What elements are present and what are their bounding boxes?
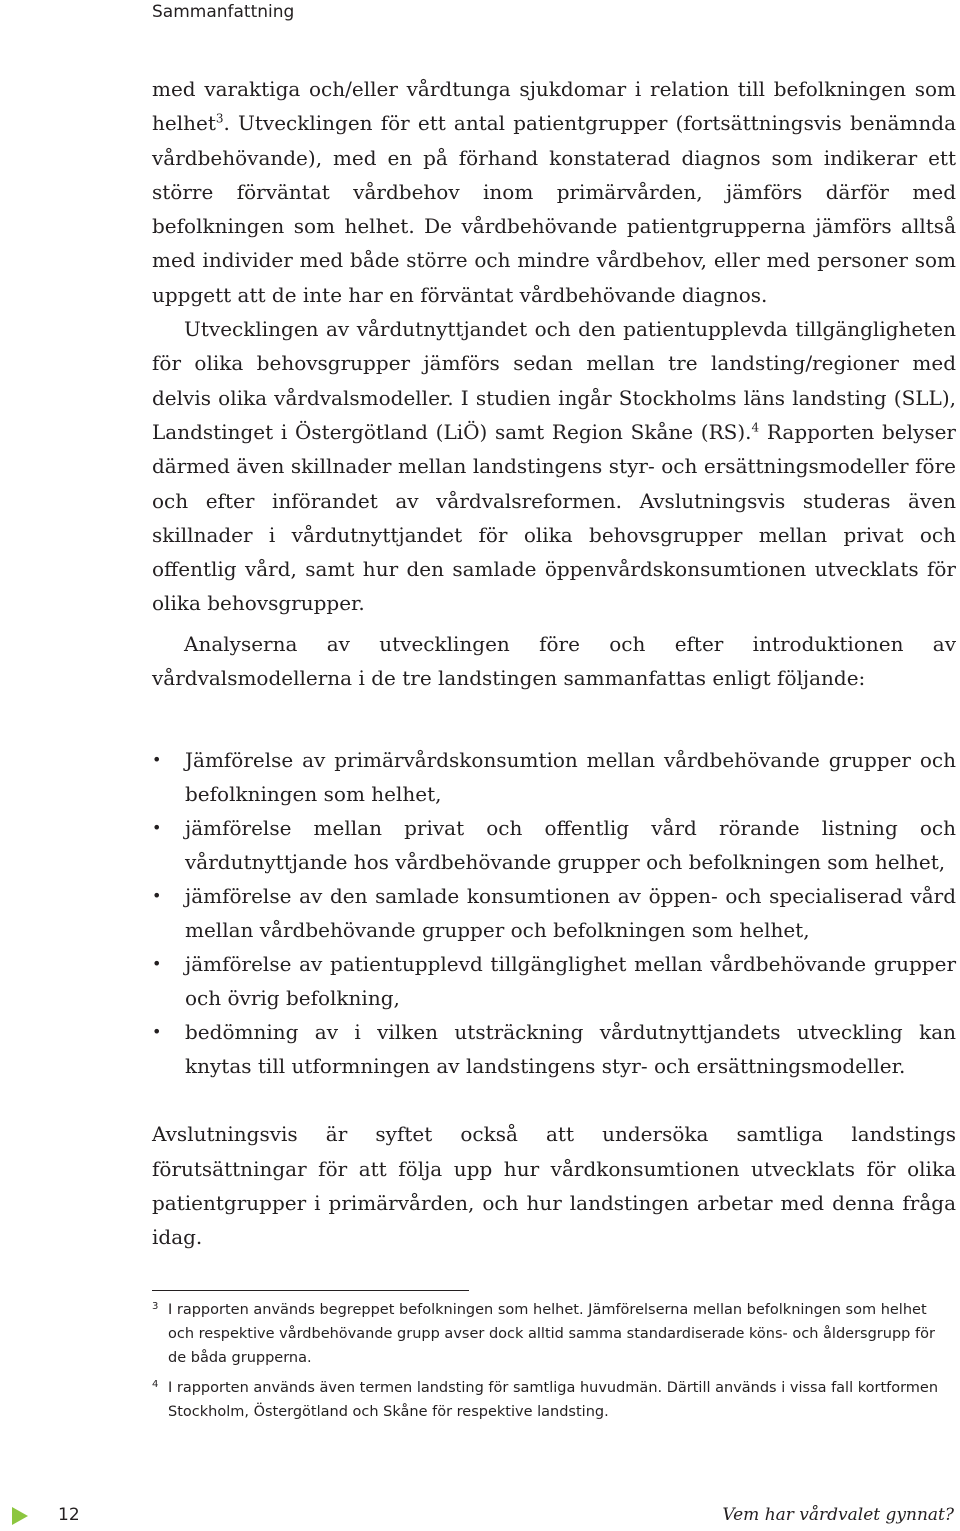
paragraph-1: med varaktiga och/eller vårdtunga sjukdomar i relation till befolkningen som helhet$^3$. Utvecklingen för ett antal patientgrupper (fortsättningsvis benämnda vårdbehövande), med en på förhand konstaterad diagnos som indikerar ett större förväntat vårdbehov inom primärvården, jämförs därför med befolkningen som helhet. De vårdbehövande patientgrupperna jämförs alltså med individer med både större och mindre vårdbehov, eller med personer som uppgett att de inte har en förväntat vårdbehövande diagnos. [152, 77, 956, 307]
footnote-number: 4 [152, 1379, 159, 1390]
bullet-icon: • [152, 1022, 162, 1042]
paragraph-3: Analyserna av utvecklingen före och efter introduktionen av vårdvalsmodellerna i de tre landstingen sammanfattas enligt följande: [152, 631, 956, 691]
footnote-text: I rapporten används begreppet befolkningen som helhet. Jämförelserna mellan befolkningen som helhet och respektive vårdbehövande grupp avser dock alltid samma standardiserade köns- och åldersgrupp för de båda grupperna. [168, 1302, 935, 1366]
footnote-number: 3 [152, 1301, 159, 1312]
bullet-icon: • [152, 954, 162, 974]
footnote-3 [152, 1298, 956, 1370]
footnote-ref-3[interactable]: 3 [215, 111, 224, 126]
bullet-item: • jämförelse av patientupplevd tillgänglighet mellan vårdbehövande grupper och övrig befolkning, [152, 947, 956, 1015]
bullet-item: • Jämförelse av primärvårdskonsumtion mellan vårdbehövande grupper och befolkningen som helhet, [152, 743, 956, 811]
bullet-item: • bedömning av i vilken utsträckning vårdutnyttjandets utveckling kan knytas till utformningen av landstingens styr- och ersättningsmodeller. [152, 1015, 956, 1083]
footnote-ref-4[interactable]: 4 [751, 420, 760, 435]
bullet-item: • jämförelse mellan privat och offentlig vård rörande listning och vårdutnyttjande hos vårdbehövande grupper och befolkningen som helhet, [152, 811, 956, 879]
bullet-icon: • [152, 818, 162, 838]
footnote-divider [152, 1290, 469, 1291]
running-header: Sammanfattning [152, 2, 295, 22]
footnote-text: I rapporten används även termen landsting för samtliga huvudmän. Därtill används i vissa fall kortformen Stockholm, Östergötland och Skåne för respektive landsting. [168, 1380, 939, 1420]
page-number: 12 [58, 1505, 80, 1525]
footnotes [152, 1298, 956, 1430]
bullet-item: • jämförelse av den samlade konsumtionen av öppen- och specialiserad vård mellan vårdbehövande grupper och befolkningen som helhet, [152, 879, 956, 947]
bullet-list [152, 743, 956, 1083]
bullet-icon: • [152, 750, 162, 770]
publication-title: Vem har vårdvalet gynnat? [722, 1505, 954, 1525]
footnote-4 [152, 1376, 956, 1424]
main-text [152, 72, 956, 1255]
paragraph-4: Avslutningsvis är syftet också att undersöka samtliga landstings förutsättningar för att följa upp hur vårdkonsumtionen utvecklats för olika patientgrupper i primärvården, och hur landstingen arbetar med denna fråga idag. [152, 1122, 956, 1250]
paragraph-2: Utvecklingen av vårdutnyttjandet och den patientupplevda tillgängligheten för olika behovsgrupper jämförs sedan mellan tre landsting/regioner med delvis olika vårdvalsmodeller. I studien ingår Stockholms läns landsting (SLL), Landstinget i Östergötland (LiÖ) samt Region Skåne (RS).$^4$ Rapporten belyser därmed även skillnader mellan landstingens styr- och ersättningsmodeller före och efter införandet av vårdvalsreformen. Avslutningsvis studeras även skillnader i vårdutnyttjandet för olika behovsgrupper mellan privat och offentlig vård, samt hur den samlade öppenvårdskonsumtionen utvecklats för olika behovsgrupper. [152, 317, 956, 616]
page-marker-triangle-icon [12, 1507, 28, 1525]
bullet-icon: • [152, 886, 162, 906]
